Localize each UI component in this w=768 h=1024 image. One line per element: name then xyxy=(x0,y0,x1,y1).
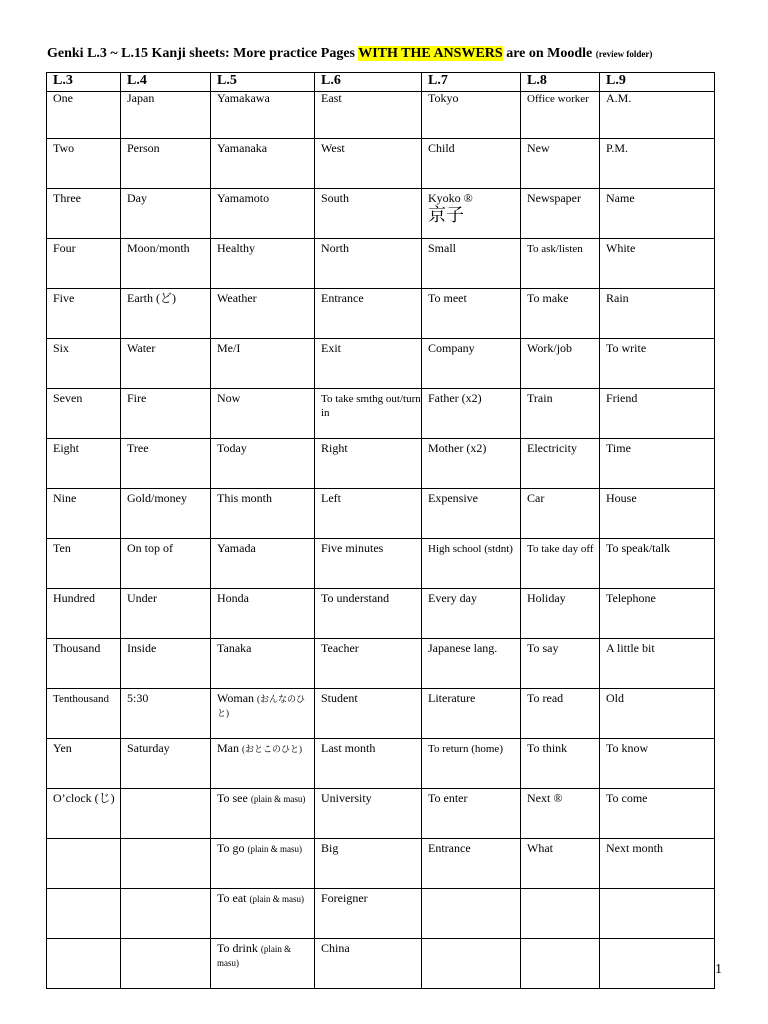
cell-text: Name xyxy=(606,191,635,205)
cell-text: One xyxy=(53,91,73,105)
cell-text: Healthy xyxy=(217,241,255,255)
table-cell xyxy=(422,189,521,239)
cell-note: (plain & masu) xyxy=(249,894,304,904)
table-cell xyxy=(521,689,600,739)
cell-text: On top of xyxy=(127,541,173,555)
cell-text: A.M. xyxy=(606,91,632,105)
cell-text: Three xyxy=(53,191,81,205)
table-cell xyxy=(521,739,600,789)
table-cell xyxy=(600,789,715,839)
table-cell xyxy=(211,489,315,539)
title-text-end: are on Moodle xyxy=(502,46,596,61)
cell-text: Next month xyxy=(606,841,663,855)
cell-text: Two xyxy=(53,141,75,155)
cell-text: Eight xyxy=(53,441,79,455)
cell-text: Under xyxy=(127,591,157,605)
cell-text: To drink xyxy=(217,941,258,955)
table-cell xyxy=(211,689,315,739)
cell-text: Old xyxy=(606,691,624,705)
table-cell xyxy=(521,439,600,489)
cell-text: To write xyxy=(606,341,647,355)
cell-text: Train xyxy=(527,391,553,405)
cell-text: Child xyxy=(428,141,455,155)
table-cell xyxy=(521,139,600,189)
table-cell xyxy=(121,239,211,289)
table-cell xyxy=(211,589,315,639)
table-cell xyxy=(422,289,521,339)
table-cell xyxy=(315,189,422,239)
table-cell xyxy=(600,939,715,989)
cell-text: Moon/month xyxy=(127,241,190,255)
column-header: L.3 xyxy=(47,73,121,92)
table-cell xyxy=(211,439,315,489)
table-cell xyxy=(521,339,600,389)
cell-text: Fire xyxy=(127,391,147,405)
cell-text: Holiday xyxy=(527,591,566,605)
cell-text: Student xyxy=(321,691,358,705)
cell-text: Tokyo xyxy=(428,91,459,105)
cell-text: University xyxy=(321,791,372,805)
cell-text: Today xyxy=(217,441,247,455)
cell-text: Thousand xyxy=(53,641,101,655)
cell-text: To understand xyxy=(321,591,390,605)
cell-text: Telephone xyxy=(606,591,656,605)
table-cell xyxy=(211,239,315,289)
cell-note: (plain & masu) xyxy=(250,794,306,804)
table-cell xyxy=(422,439,521,489)
table-cell xyxy=(121,789,211,839)
table-cell xyxy=(315,789,422,839)
table-cell xyxy=(422,339,521,389)
cell-text: Electricity xyxy=(527,441,577,455)
cell-text: To come xyxy=(606,791,648,805)
table-row xyxy=(47,489,715,539)
cell-text: Office worker xyxy=(527,93,589,105)
cell-text: Entrance xyxy=(321,291,364,305)
table-cell xyxy=(121,289,211,339)
table-cell xyxy=(315,639,422,689)
cell-text: Literature xyxy=(428,691,476,705)
cell-text: Mother (x2) xyxy=(428,441,487,455)
cell-text: Yen xyxy=(53,741,72,755)
cell-text: New xyxy=(527,141,550,155)
cell-text: Company xyxy=(428,341,475,355)
table-row xyxy=(47,389,715,439)
table-cell xyxy=(521,589,600,639)
table-cell xyxy=(422,739,521,789)
cell-text: Man xyxy=(217,741,239,755)
cell-text: Entrance xyxy=(428,841,471,855)
table-cell xyxy=(521,389,600,439)
table-cell xyxy=(315,489,422,539)
table-cell xyxy=(47,889,121,939)
table-cell xyxy=(600,889,715,939)
table-cell xyxy=(47,389,121,439)
table-cell xyxy=(47,189,121,239)
cell-text: To eat xyxy=(217,891,247,905)
title-note: (review folder) xyxy=(595,49,653,59)
cell-text: Four xyxy=(53,241,76,255)
cell-text: Kyoko ® xyxy=(428,191,473,205)
table-cell xyxy=(315,839,422,889)
table-cell xyxy=(521,639,600,689)
cell-text: Tree xyxy=(127,441,149,455)
table-cell xyxy=(521,539,600,589)
table-row xyxy=(47,92,715,139)
cell-text: Father (x2) xyxy=(428,391,482,405)
cell-text: Now xyxy=(217,391,241,405)
cell-text: Hundred xyxy=(53,591,95,605)
table-cell xyxy=(600,289,715,339)
table-cell xyxy=(315,939,422,989)
table-cell xyxy=(47,439,121,489)
table-cell xyxy=(315,289,422,339)
table-cell xyxy=(121,189,211,239)
cell-text: Car xyxy=(527,491,545,505)
table-cell xyxy=(315,889,422,939)
table-cell xyxy=(521,239,600,289)
table-cell xyxy=(211,389,315,439)
table-cell xyxy=(121,389,211,439)
table-cell xyxy=(521,889,600,939)
cell-text: To meet xyxy=(428,291,467,305)
table-cell xyxy=(211,139,315,189)
table-cell xyxy=(521,789,600,839)
cell-text: Next ® xyxy=(527,791,563,805)
table-cell xyxy=(315,439,422,489)
table-cell xyxy=(422,489,521,539)
cell-text: To take smthg out/turn in xyxy=(321,393,421,419)
cell-text: To ask/listen xyxy=(527,243,583,255)
cell-text: Five minutes xyxy=(321,541,384,555)
table-cell xyxy=(600,839,715,889)
table-cell xyxy=(521,92,600,139)
cell-text: Yamamoto xyxy=(217,191,270,205)
cell-text: West xyxy=(321,141,345,155)
cell-text: Expensive xyxy=(428,491,478,505)
table-cell xyxy=(600,189,715,239)
table-cell xyxy=(422,889,521,939)
table-cell xyxy=(600,539,715,589)
table-cell xyxy=(315,389,422,439)
cell-text: To take day off xyxy=(527,543,594,555)
table-cell xyxy=(121,92,211,139)
cell-text: Tanaka xyxy=(217,641,252,655)
table-cell xyxy=(521,839,600,889)
table-cell xyxy=(211,639,315,689)
table-cell xyxy=(600,439,715,489)
table-row xyxy=(47,439,715,489)
cell-text: Yamakawa xyxy=(217,91,270,105)
kanji-table xyxy=(46,72,715,989)
cell-text: Gold/money xyxy=(127,491,187,505)
cell-text: South xyxy=(321,191,350,205)
cell-text: To enter xyxy=(428,791,468,805)
cell-text: To make xyxy=(527,291,569,305)
table-row xyxy=(47,539,715,589)
table-cell xyxy=(600,739,715,789)
table-cell xyxy=(121,639,211,689)
table-cell xyxy=(47,339,121,389)
table-cell xyxy=(121,939,211,989)
table-cell xyxy=(422,939,521,989)
cell-text: To speak/talk xyxy=(606,541,671,555)
table-row xyxy=(47,589,715,639)
cell-text: Last month xyxy=(321,741,376,755)
cell-text: This month xyxy=(217,491,273,505)
table-cell xyxy=(121,889,211,939)
cell-text: Honda xyxy=(217,591,249,605)
table-cell xyxy=(47,839,121,889)
table-cell xyxy=(47,289,121,339)
table-cell xyxy=(121,589,211,639)
cell-text: 5:30 xyxy=(127,691,149,705)
cell-text: North xyxy=(321,241,349,255)
table-row xyxy=(47,839,715,889)
cell-text: Six xyxy=(53,341,70,355)
cell-text: House xyxy=(606,491,637,505)
cell-text: To go xyxy=(217,841,245,855)
table-cell xyxy=(315,239,422,289)
cell-text: Friend xyxy=(606,391,638,405)
cell-text: Day xyxy=(127,191,147,205)
cell-text: To know xyxy=(606,741,649,755)
cell-text: To return (home) xyxy=(428,743,503,755)
table-cell xyxy=(47,539,121,589)
column-header: L.6 xyxy=(315,73,422,92)
table-cell xyxy=(211,739,315,789)
table-row xyxy=(47,689,715,739)
table-row xyxy=(47,939,715,989)
cell-text: Person xyxy=(127,141,160,155)
table-cell xyxy=(600,339,715,389)
cell-text: Yamada xyxy=(217,541,256,555)
table-cell xyxy=(211,189,315,239)
table-cell xyxy=(315,339,422,389)
cell-text: Big xyxy=(321,841,339,855)
table-cell xyxy=(211,889,315,939)
table-cell xyxy=(211,839,315,889)
column-header: L.9 xyxy=(600,73,715,92)
table-cell xyxy=(600,92,715,139)
table-cell xyxy=(600,589,715,639)
cell-text: Five xyxy=(53,291,75,305)
cell-text: Every day xyxy=(428,591,477,605)
table-cell xyxy=(600,139,715,189)
cell-text: What xyxy=(527,841,553,855)
table-cell xyxy=(121,739,211,789)
cell-text: Japan xyxy=(127,91,155,105)
table-row xyxy=(47,789,715,839)
table-cell xyxy=(47,739,121,789)
table-cell xyxy=(315,539,422,589)
table-cell xyxy=(422,589,521,639)
cell-note: (おんなのひと) xyxy=(217,694,306,718)
cell-text: Time xyxy=(606,441,631,455)
table-cell xyxy=(600,239,715,289)
table-row xyxy=(47,739,715,789)
table-row xyxy=(47,189,715,239)
table-cell xyxy=(47,789,121,839)
table-cell xyxy=(521,939,600,989)
column-header: L.5 xyxy=(211,73,315,92)
title-highlight: WITH THE ANSWERS xyxy=(358,46,503,61)
cell-text: Left xyxy=(321,491,341,505)
cell-text: Foreigner xyxy=(321,891,368,905)
table-cell xyxy=(521,289,600,339)
table-cell xyxy=(422,389,521,439)
table-cell xyxy=(121,689,211,739)
cell-text: Weather xyxy=(217,291,257,305)
cell-text: White xyxy=(606,241,636,255)
table-body xyxy=(47,92,715,989)
table-cell xyxy=(422,789,521,839)
cell-text: Ten xyxy=(53,541,71,555)
cell-text: P.M. xyxy=(606,141,629,155)
table-row xyxy=(47,289,715,339)
cell-text: Saturday xyxy=(127,741,170,755)
table-cell xyxy=(47,939,121,989)
table-cell xyxy=(521,189,600,239)
column-header: L.7 xyxy=(422,73,521,92)
table-cell xyxy=(121,539,211,589)
table-cell xyxy=(121,439,211,489)
column-header: L.8 xyxy=(521,73,600,92)
cell-text: To see xyxy=(217,791,248,805)
cell-text: Nine xyxy=(53,491,77,505)
table-cell xyxy=(211,339,315,389)
table-cell xyxy=(211,539,315,589)
cell-text: Seven xyxy=(53,391,83,405)
cell-note: (plain & masu) xyxy=(217,944,292,968)
table-cell xyxy=(422,689,521,739)
table-cell xyxy=(600,689,715,739)
table-cell xyxy=(422,92,521,139)
cell-text: Earth (ど) xyxy=(127,291,176,305)
table-cell xyxy=(211,289,315,339)
cell-text: High school (stdnt) xyxy=(428,543,513,555)
cell-text: Newspaper xyxy=(527,191,581,205)
cell-text: Teacher xyxy=(321,641,359,655)
table-cell xyxy=(47,689,121,739)
table-cell xyxy=(47,139,121,189)
table-cell xyxy=(47,92,121,139)
cell-text: Woman xyxy=(217,691,255,705)
table-cell xyxy=(315,689,422,739)
cell-text: To read xyxy=(527,691,564,705)
table-cell xyxy=(422,639,521,689)
cell-note: (plain & masu) xyxy=(247,844,302,854)
table-cell xyxy=(211,939,315,989)
table-cell xyxy=(211,92,315,139)
table-cell xyxy=(422,539,521,589)
table-cell xyxy=(121,489,211,539)
table-row xyxy=(47,239,715,289)
table-cell xyxy=(600,389,715,439)
table-row xyxy=(47,639,715,689)
table-cell xyxy=(315,739,422,789)
cell-text: Me/I xyxy=(217,341,241,355)
column-header: L.4 xyxy=(121,73,211,92)
cell-text: Rain xyxy=(606,291,629,305)
table-cell xyxy=(422,139,521,189)
cell-text: Inside xyxy=(127,641,157,655)
table-cell xyxy=(47,489,121,539)
cell-text: Exit xyxy=(321,341,341,355)
table-cell xyxy=(47,639,121,689)
table-cell xyxy=(422,239,521,289)
cell-text: To say xyxy=(527,641,559,655)
cell-text: Tenthousand xyxy=(53,693,110,705)
table-cell xyxy=(315,589,422,639)
table-cell xyxy=(422,839,521,889)
table-cell xyxy=(121,139,211,189)
cell-text: East xyxy=(321,91,342,105)
table-cell xyxy=(521,489,600,539)
cell-kanji: 京子 xyxy=(428,205,464,226)
table-row xyxy=(47,339,715,389)
table-cell xyxy=(121,839,211,889)
table-row xyxy=(47,139,715,189)
cell-text: A little bit xyxy=(606,641,655,655)
table-cell xyxy=(315,139,422,189)
cell-text: Yamanaka xyxy=(217,141,268,155)
cell-text: Water xyxy=(127,341,156,355)
page-title xyxy=(47,46,652,62)
table-cell xyxy=(315,92,422,139)
cell-note: (おとこのひと) xyxy=(242,744,302,754)
cell-text: Right xyxy=(321,441,348,455)
table-cell xyxy=(211,789,315,839)
cell-text: To think xyxy=(527,741,568,755)
cell-text: Work/job xyxy=(527,341,573,355)
table-cell xyxy=(47,239,121,289)
table-row xyxy=(47,889,715,939)
table-cell xyxy=(47,589,121,639)
table-cell xyxy=(121,339,211,389)
table-cell xyxy=(600,639,715,689)
cell-text: O’clock (じ) xyxy=(53,791,115,805)
cell-text: Japanese lang. xyxy=(428,641,498,655)
cell-text: China xyxy=(321,941,350,955)
table-header-row xyxy=(47,73,715,92)
page-number: 1 xyxy=(715,962,722,977)
title-text: Genki L.3 ~ L.15 Kanji sheets: More practice Pages xyxy=(47,46,359,61)
table-cell xyxy=(600,489,715,539)
cell-text: Small xyxy=(428,241,457,255)
